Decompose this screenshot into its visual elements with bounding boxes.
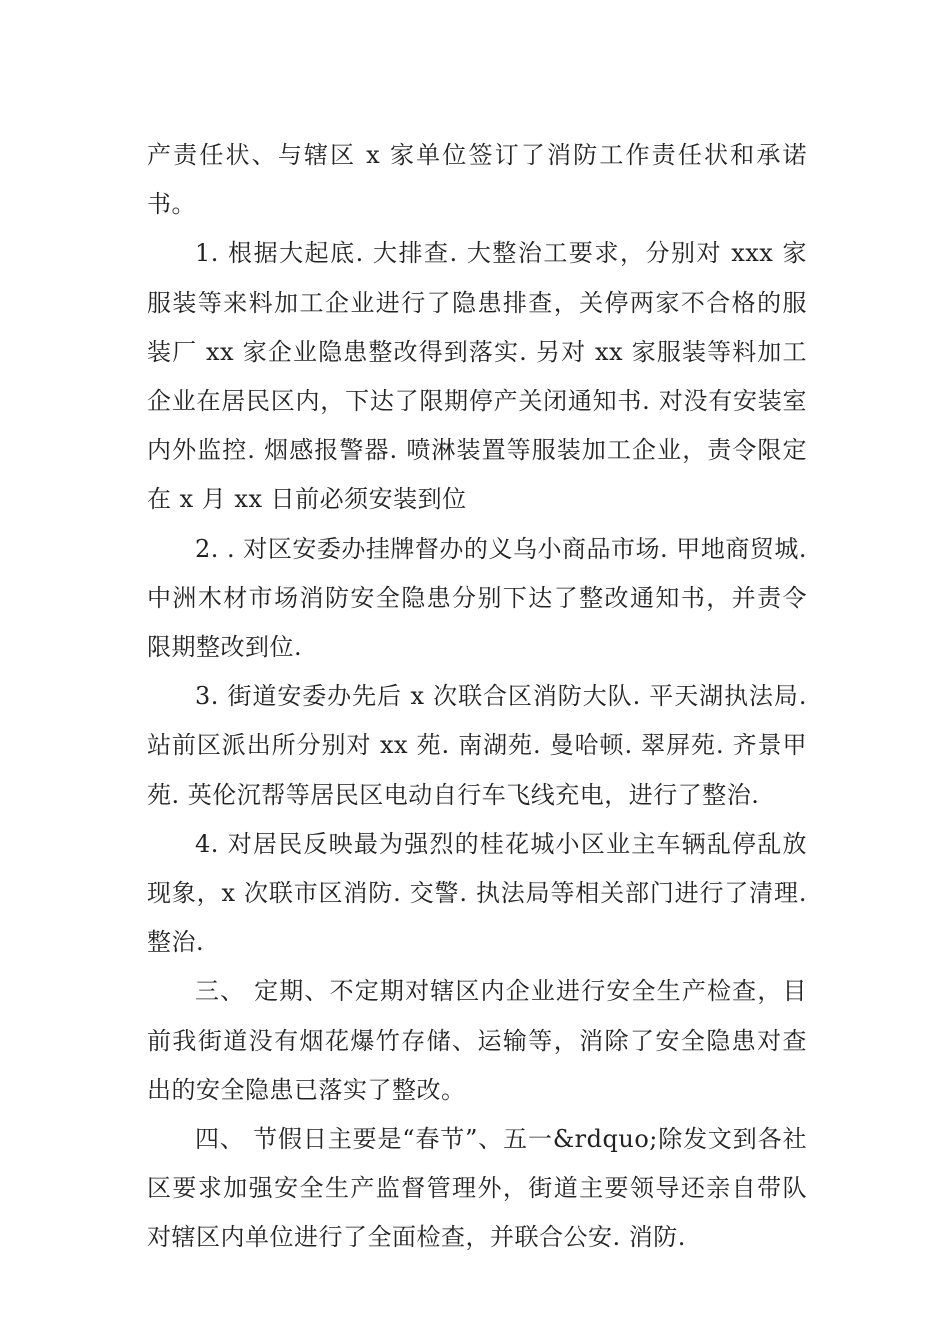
paragraph-item-3: 3. 街道安委办先后 x 次联合区消防大队. 平天湖执法局. 站前区派出所分别对 xx 苑. 南湖苑. 曼哈顿. 翠屏苑. 齐景甲苑. 英伦沉帮等居民区电动自行车飞线充电，进行了整治.: [147, 682, 807, 809]
paragraph-section-4: 四、 节假日主要是“春节”、五一&rdquo;除发文到各社区要求加强安全生产监督管理外，街道主要领导还亲自带队对辖区内单位进行了全面检查，并联合公安. 消防.: [147, 1125, 807, 1252]
paragraph-continuation: 产责任状、与辖区 x 家单位签订了消防工作责任状和承诺书。: [147, 141, 807, 219]
paragraph-section-3: 三、 定期、不定期对辖区内企业进行安全生产检查，目前我街道没有烟花爆竹存储、运输等，消除了安全隐患对查出的安全隐患已落实了整改。: [147, 977, 807, 1104]
paragraph-item-4: 4. 对居民反映最为强烈的桂花城小区业主车辆乱停乱放现象，x 次联市区消防. 交警. 执法局等相关部门进行了清理. 整治.: [147, 829, 807, 957]
document-body: [147, 131, 807, 1263]
paragraph-item-1: 1. 根据大起底. 大排查. 大整治工要求，分别对 xxx 家服装等来料加工企业进行了隐患排查，关停两家不合格的服装厂 xx 家企业隐患整改得到落实. 另对 xx 家服装等料加工企业在居民区内，下达了限期停产关闭通知书. 对没有安装室内外监控. 烟感报警器. 喷淋装置等服装加工企业，责令限定在 x 月 xx 日前必须安装到位: [147, 239, 807, 514]
paragraph-item-2: 2. . 对区安委办挂牌督办的义乌小商品市场. 甲地商贸城. 中洲木材市场消防安全隐患分别下达了整改通知书，并责令限期整改到位.: [147, 534, 807, 662]
